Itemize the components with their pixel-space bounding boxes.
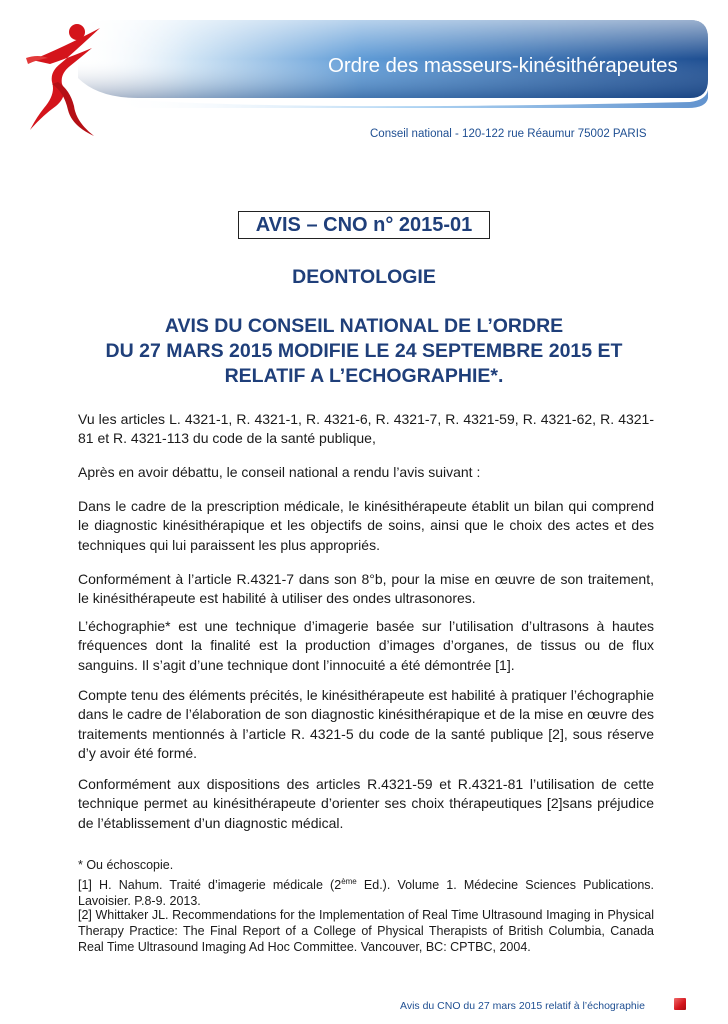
main-title [0,314,728,389]
section-title: DEONTOLOGIE [292,266,436,288]
footnote-echoscopie: * Ou échoscopie. [78,858,174,872]
paragraph-apres-debat: Après en avoir débattu, le conseil national a rendu l’avis suivant : [78,464,481,480]
footnote-ref-2: [2] Whittaker JL. Recommendations for the Implementation of Real Time Ultrasound Imaging in Physical Therapy Practice: The Final Report of a College of Physical Therapists of British Columbia, Canada Real Time Ultrasound Imaging Ad Hoc Committee. Vancouver, BC: CPTBC, 2004. [78,908,654,954]
paragraph-compte-tenu: Compte tenu des éléments précités, le kinésithérapeute est habilité à pratiquer l’échographie dans le cadre de l’élaboration de son diagnostic kinésithérapique et de la mise en œuvre des traitements mentionnés à l’article R. 4321-5 du code de la santé publique [2], sous réserve d’y avoir été formé. [78,687,654,762]
footnote-ref-1: [1] H. Nahum. Traité d’imagerie médicale (2ème Ed.). Volume 1. Médecine Sciences Publications. Lavoisier. P.8-9. 2013. [78,877,654,909]
paragraph-dispositions: Conformément aux dispositions des articles R.4321-59 et R.4321-81 l’utilisation de cette technique permet au kinésithérapeute d’orienter ses choix thérapeutiques [2]sans préjudice de l’établissement d’un diagnostic médical. [78,776,654,831]
paragraph-echographie: L’échographie* est une technique d’imagerie basée sur l’utilisation d’ultrasons à hautes fréquences dont la finalité est la production d’images d’organes, de tissus ou de flux sanguins. Il s’agit d’une technique dont l’innocuité a été démontrée [1]. [78,618,654,673]
title-line: AVIS DU CONSEIL NATIONAL DE L’ORDRE [164,315,564,337]
paragraph-prescription: Dans le cadre de la prescription médicale, le kinésithérapeute établit un bilan qui comprend le diagnostic kinésithérapique et les objectifs de soins, ainsi que le choix des actes et des techniques qui lui paraissent les plus appropriés. [78,498,654,553]
org-name: Ordre des masseurs-kinésithérapeutes [328,54,678,77]
title-line: RELATIF A L’ECHOGRAPHIE*. [224,365,504,387]
header-banner [78,18,712,110]
page-footer: Avis du CNO du 27 mars 2015 relatif à l’échographie [400,1000,645,1012]
avis-number: AVIS – CNO n° 2015-01 [238,211,490,239]
paragraph-vu-les-articles: Vu les articles L. 4321-1, R. 4321-1, R. 4321-6, R. 4321-7, R. 4321-59, R. 4321-62, R. 4321-81 et R. 4321-113 du code de la santé publique, [78,411,654,447]
council-address: Conseil national - 120-122 rue Réaumur 75002 PARIS [370,128,647,140]
order-logo-icon [22,18,112,140]
footer-square-icon [674,998,686,1010]
title-line: DU 27 MARS 2015 MODIFIE LE 24 SEPTEMBRE 2015 ET [105,340,623,362]
paragraph-r4321-7: Conformément à l’article R.4321-7 dans son 8°b, pour la mise en œuvre de son traitement, le kinésithérapeute est habilité à utiliser des ondes ultrasonores. [78,571,654,607]
